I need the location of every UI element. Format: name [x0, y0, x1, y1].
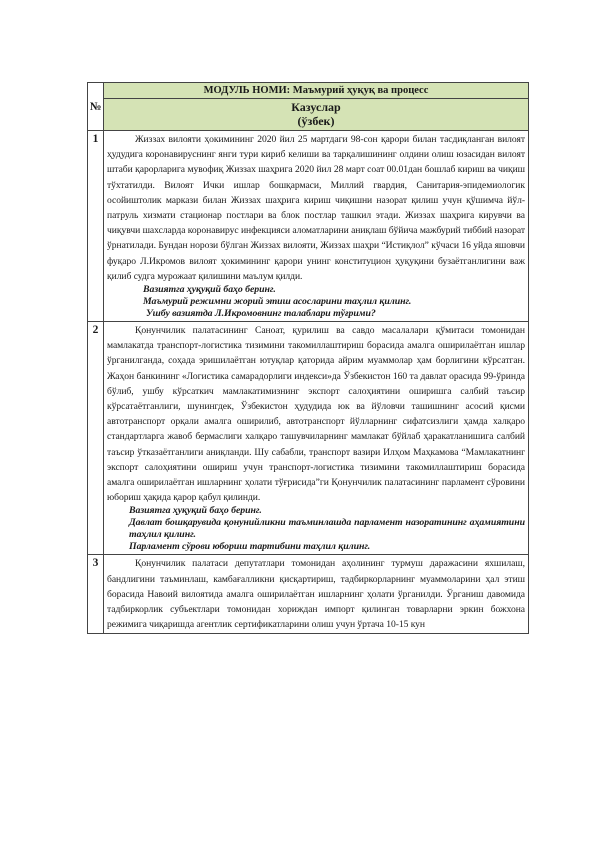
module-title [104, 83, 529, 99]
module-label: МОДУЛЬ НОМИ: [203, 85, 291, 96]
case-number: 1 [88, 131, 104, 322]
task-item: Вазиятга ҳуқуқий баҳо беринг. [143, 284, 276, 296]
case-number: 2 [88, 322, 104, 555]
case-row-1 [88, 131, 529, 322]
number-header: № [88, 83, 104, 131]
case-text: Жиззах вилояти ҳокимининг 2020 йил 25 мартдаги 98-сон қарори билан тасдиқланган вилоят ҳудудига коронавируснинг янги тури кириб келиши ва тарқалишининг олдини олиш юзасидан вилоят штаби қарорларига мувофиқ Жиззах шаҳрига 2020 йил 28 март соат 00.01дан бошлаб кириш ва чиқиш тўхтатилди. Вилоят Ички ишлар бошқармаси, Миллий гвардия, Санитария-эпидемиологик осойиштолик маркази билан Жиззах шаҳрига кириш чиқишни назорат қилиш учун қўшимча йўл-патруль хизмати стационар постлари ва блок постлар ташкил этади. Жиззах шаҳрига кирувчи ва чиқувчи шахсларда коронавирус инфекцияси аломатларини аниқлаш бўйича мажбурий тиббий назорат ўрнатилади. Бундан норози бўлган Жиззах вилояти, Жиззах шаҳри “Истиқлол” кўчаси 16 уйда яшовчи фуқаро Л.Икромов вилоят ҳокимининг қарори унинг конституцион ҳуқуқини бузаётганлигини важ қилиб судга мурожаат қилишини маълум қилди. [107, 134, 525, 282]
case-text: Қонунчилик палатаси депутатлари томонидан аҳолининг турмуш даражасини яхшилаш, бандлигини таъминлаш, камбағалликни қисқартириш, тадбиркорларнинг муаммоларини ҳал этиш борасида Навоий вилоятида амалга оширилаётган ишларнинг ҳолати ўрганилди. Ўрганиш давомида тадбиркорлик субъектлари томонидан хориждан импорт қилинган товарларни эркин божхона режимига чиқаришда агентлик сертификатларини олиш учун ўртача 10-15 кун [107, 558, 525, 631]
cases-header [104, 99, 529, 131]
case-row-3 [88, 555, 529, 634]
module-row [88, 83, 529, 99]
case-text: Қонунчилик палатасининг Саноат, қурилиш ва савдо масалалари қўмитаси томонидан мамлакатда транспорт-логистика тизимини такомиллаштириш борасида амалга оширилаётган ишлар ўрганилганда, соҳада эришилаётган ютуқлар қаторида айрим муаммолар ҳам борлигини кўрсатган. Жаҳон банкининг «Логистика самарадорлиги индекси»да Ўзбекистон 160 та давлат орасида 99-ўринда бўлиб, ушбу кўрсаткич мамлакатимизнинг экспорт салоҳиятини оширишга салбий таъсир кўрсатаётганлиги, шунингдек, Ўзбекистон ҳудудида юк ва йўловчи ташишнинг асосий қисми автотранспорт орқали амалга оширилиб, автотранспорт йўлларнинг сифатсизлиги ҳамда халқаро стандартларга жавоб бермаслиги халқаро ташувчиларнинг мамлакат бўйлаб ҳаракатланишига салбий таъсир ўтказаётганлиги аниқланди. Шу сабабли, транспорт вазири Илҳом Маҳкамова “Мамлакатнинг экспорт салоҳиятини ошириш учун транспорт-логистика тизимини такомиллаштириш борасида амалга оширилаётган ишларнинг ҳолати тўғрисида”ги Қонунчилик палатасининг парламент сўровини юбориш ҳақида қарор қабул қилинди. [107, 325, 525, 504]
cases-table [87, 82, 529, 634]
task-item: Парламент сўрови юбориш тартибини таҳлил қилинг. [129, 541, 371, 553]
task-list [107, 284, 525, 320]
case-body [104, 131, 529, 322]
case-body [104, 322, 529, 555]
task-item: Ушбу вазиятда Л.Икромовнинг талаблари тўғрими? [146, 308, 376, 320]
module-name: Маъмурий ҳуқуқ ва процесс [292, 85, 429, 96]
case-body [104, 555, 529, 634]
cases-subtitle: (ўзбек) [297, 114, 335, 128]
cases-header-row [88, 99, 529, 131]
task-list [107, 505, 525, 553]
case-number: 3 [88, 555, 104, 634]
task-item: Вазиятга ҳуқуқий баҳо беринг. [129, 505, 262, 517]
cases-title: Казуслар [291, 100, 341, 114]
task-item: Маъмурий режимни жорий этиш асосларини таҳлил қилинг. [143, 296, 412, 308]
case-row-2 [88, 322, 529, 555]
task-item: Давлат бошқарувида қонунийликни таъминлашда парламент назоратининг аҳамиятини таҳлил қилинг. [129, 517, 525, 541]
